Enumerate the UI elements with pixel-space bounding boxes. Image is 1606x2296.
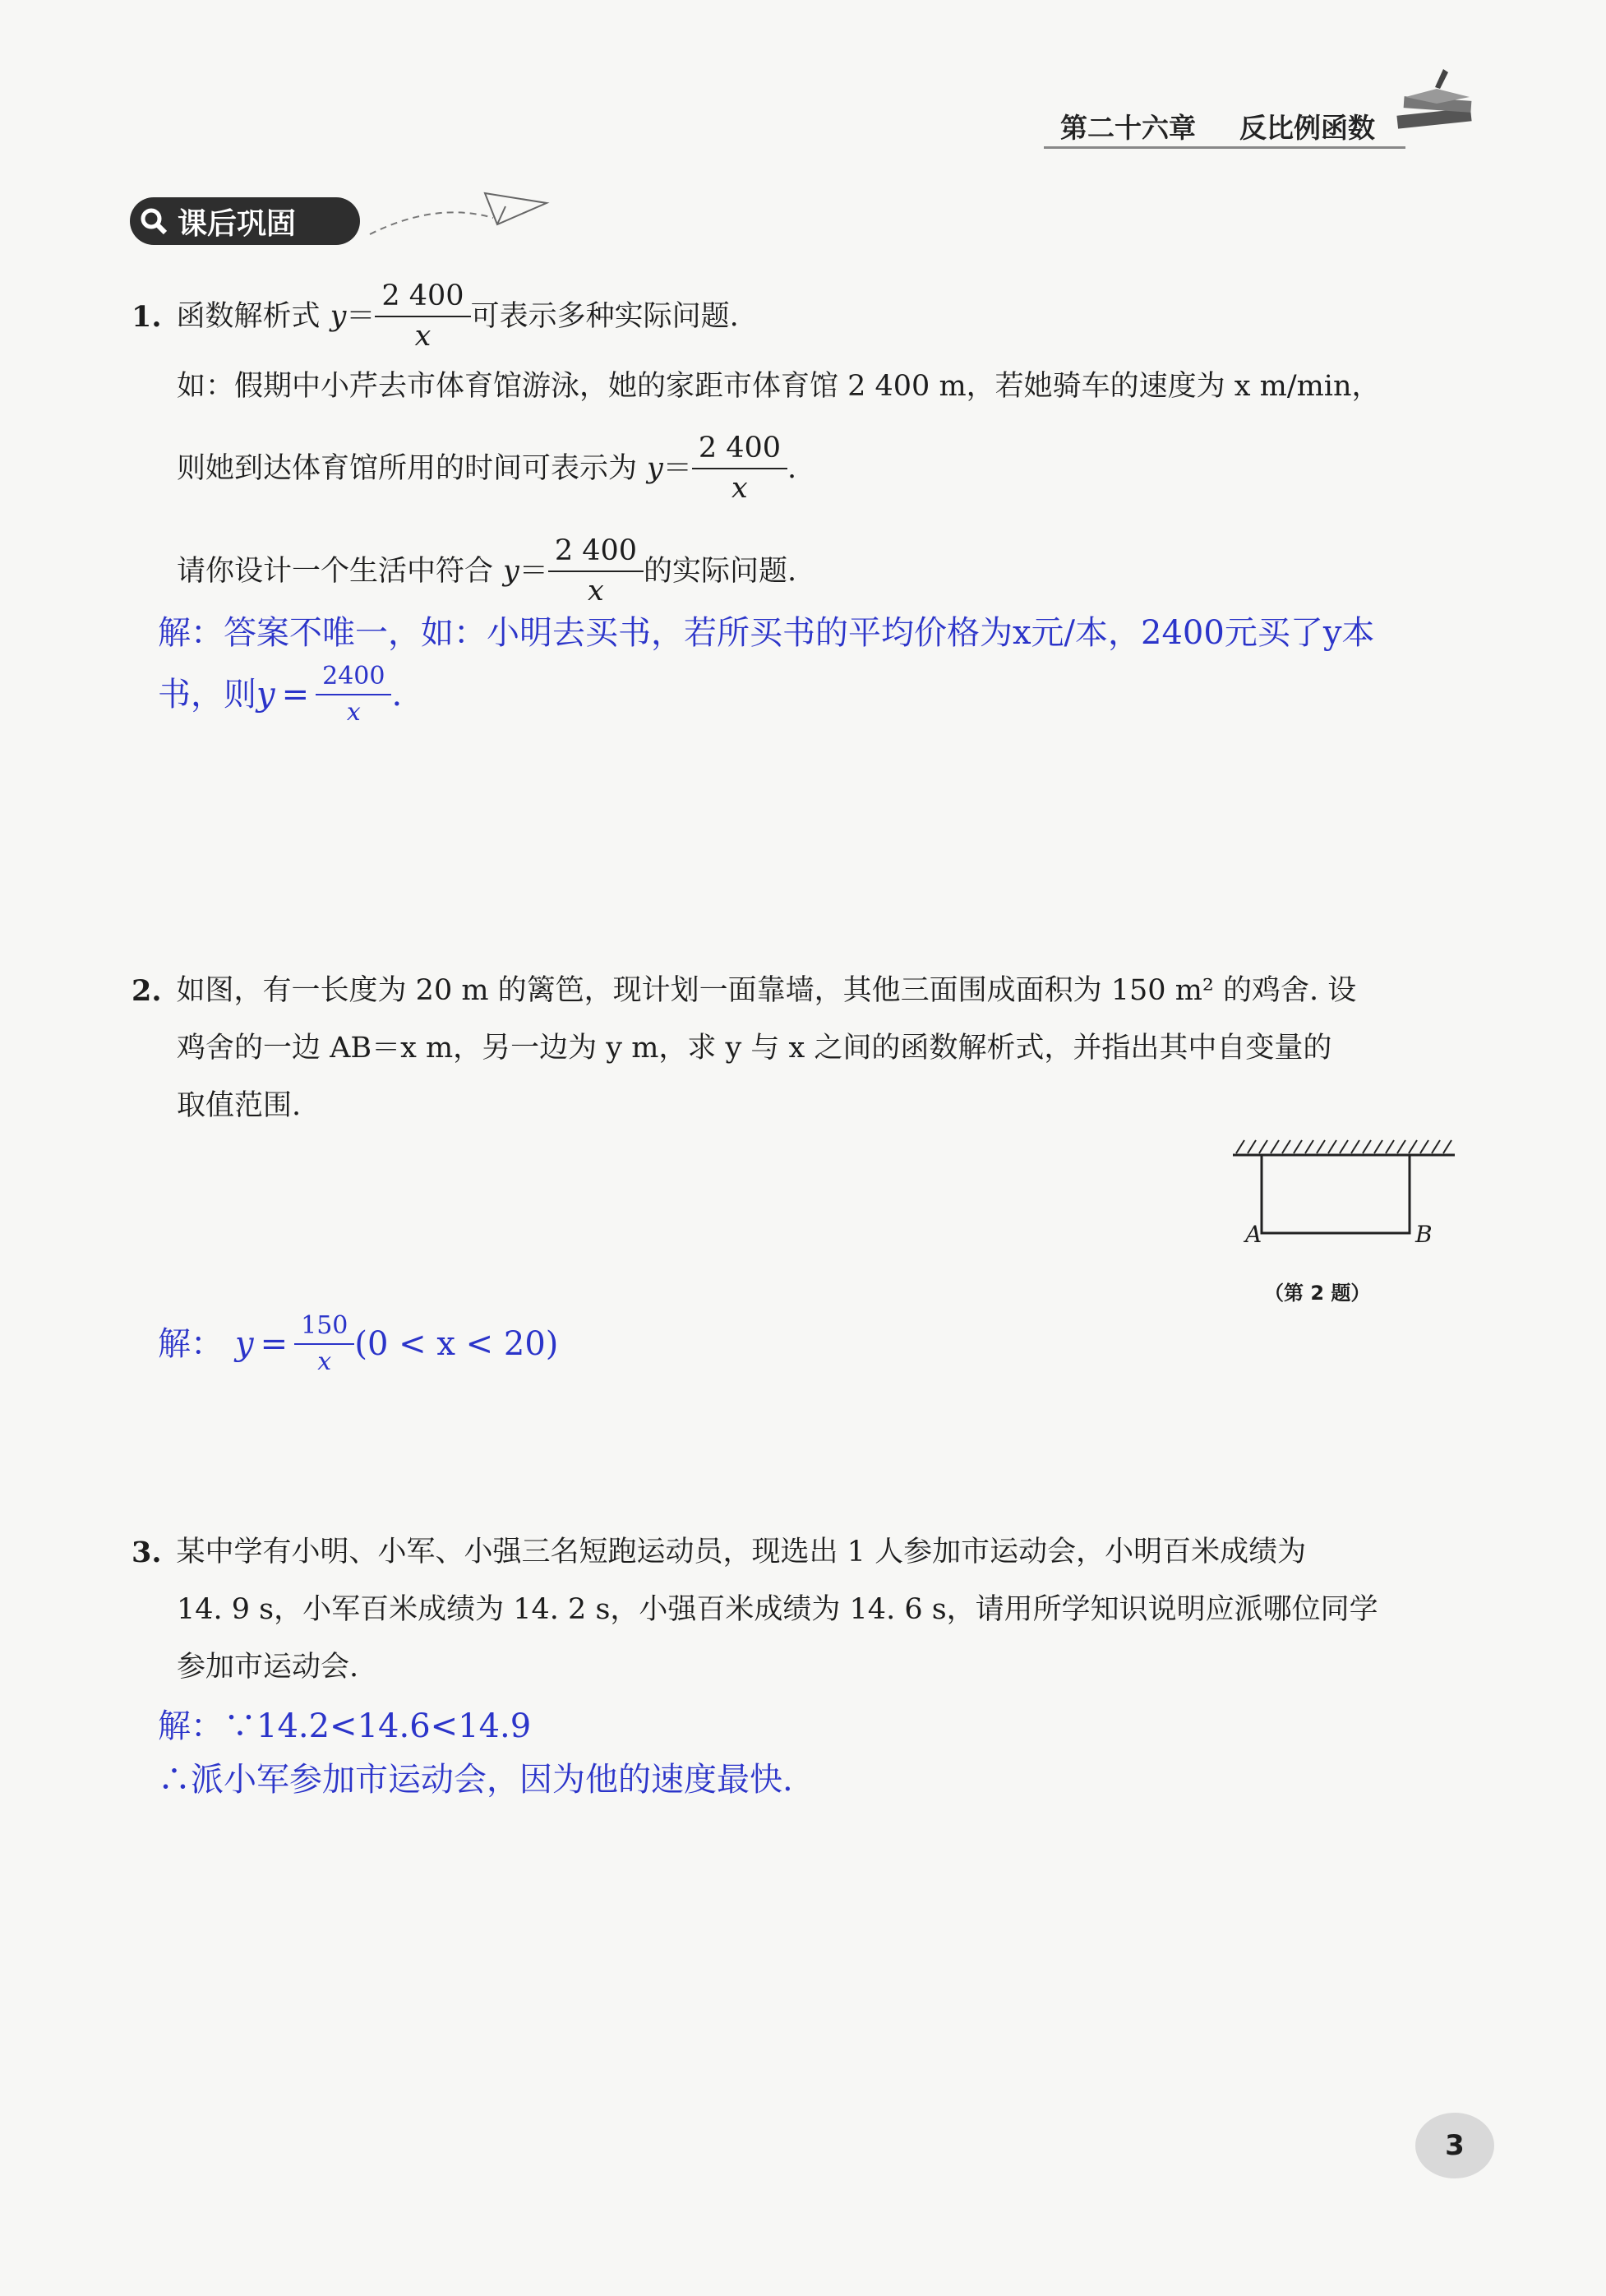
a1-line2 [158, 662, 402, 728]
q1-task [177, 534, 796, 608]
q2-label-a: A [1245, 1221, 1262, 1248]
q1-example-fraction [695, 434, 784, 503]
q1-number: 1. [132, 299, 162, 334]
q3-number: 3. [132, 1535, 162, 1569]
q1-eq: ＝ [346, 299, 376, 333]
q1-y: y [330, 299, 347, 333]
books-icon [1389, 64, 1488, 146]
a1-fraction [319, 664, 388, 725]
q1-example-y: y [647, 451, 663, 485]
q2-caption: （第 2 题） [1264, 1282, 1371, 1305]
a2-y: y [235, 1325, 254, 1363]
q1-example-line1: 如：假期中小芹去市体育馆游泳，她的家距市体育馆 2 400 m，若她骑车的速度为 x m/min， [177, 369, 1381, 403]
q1-example-numerator: 2 400 [698, 432, 782, 464]
a2-denominator: x [294, 1343, 354, 1374]
a1-text: 书，则 [158, 676, 256, 714]
q1-denominator: x [375, 316, 470, 351]
q1-example-period: . [787, 451, 797, 485]
a3-line1: 解：∵14.2<14.6<14.9 [158, 1707, 532, 1745]
q1-example-line2 [177, 432, 796, 506]
q2-line2: 鸡舍的一边 AB＝x m，另一边为 y m，求 y 与 x 之间的函数解析式，并指出其中自变量的 [177, 1031, 1332, 1065]
q1-numerator: 2 400 [381, 279, 464, 312]
q2-text1: 如图，有一长度为 20 m 的篱笆，现计划一面靠墙，其他三面围成面积为 150 m² 的鸡舍. 设 [176, 973, 1357, 1007]
a2-numerator: 150 [301, 1311, 348, 1340]
a2-range: (0 < x < 20) [354, 1325, 559, 1363]
q3-line1 [132, 1536, 1306, 1568]
magnifier-icon [130, 197, 178, 245]
q3-text1: 某中学有小明、小军、小强三名短跑运动员，现选出 1 人参加市运动会，小明百米成绩为 [176, 1535, 1307, 1568]
q1-example-eq: ＝ [662, 451, 692, 485]
q2-label-b: B [1415, 1221, 1433, 1248]
q1-prompt [132, 279, 739, 353]
a1-line1: 解：答案不唯一，如：小明去买书，若所买书的平均价格为x元/本，2400元买了y本 [158, 614, 1375, 652]
section-title: 课后巩固 [178, 206, 297, 241]
a1-numerator: 2400 [322, 662, 385, 691]
q1-task-y: y [503, 554, 519, 588]
q1-task-tail: 的实际问题. [644, 554, 797, 588]
q1-fraction [378, 279, 467, 353]
q2-line3: 取值范围. [177, 1088, 302, 1122]
a2-prefix: 解： [158, 1325, 224, 1363]
section-badge [130, 197, 360, 245]
q1-prompt-tail: 可表示多种实际问题. [470, 299, 739, 333]
chapter-number: 第二十六章 [1060, 112, 1196, 144]
a2-fraction [298, 1311, 351, 1376]
q1-prompt-text: 函数解析式 [176, 299, 321, 333]
q3-line2: 14. 9 s，小军百米成绩为 14. 2 s，小强百米成绩为 14. 6 s，请用所学知识说明应派哪位同学 [177, 1592, 1378, 1626]
a3-line2: ∴派小军参加市运动会，因为他的速度最快. [158, 1761, 793, 1799]
a1-y: y [256, 676, 275, 714]
a2-line [158, 1311, 558, 1377]
q2-number: 2. [132, 973, 162, 1008]
a1-eq: = [281, 676, 310, 714]
a2-eq: = [260, 1325, 288, 1363]
q1-task-eq: ＝ [519, 554, 548, 588]
header-rule [1044, 146, 1405, 149]
q1-task-text: 请你设计一个生活中符合 [177, 554, 494, 588]
paper-plane-icon [362, 185, 551, 243]
page-number: 3 [1415, 2113, 1494, 2178]
q2-line1 [132, 974, 1356, 1007]
chapter-header [1060, 107, 1375, 146]
chapter-title: 反比例函数 [1239, 112, 1375, 144]
a1-denominator: x [316, 694, 391, 725]
q1-task-numerator: 2 400 [554, 534, 638, 567]
q1-task-denominator: x [548, 571, 644, 606]
q3-line3: 参加市运动会. [177, 1650, 359, 1684]
q1-example-denominator: x [692, 468, 787, 503]
a1-period: . [391, 676, 403, 714]
q1-task-fraction [551, 534, 640, 607]
q1-example-text: 则她到达体育馆所用的时间可表示为 [177, 451, 638, 485]
